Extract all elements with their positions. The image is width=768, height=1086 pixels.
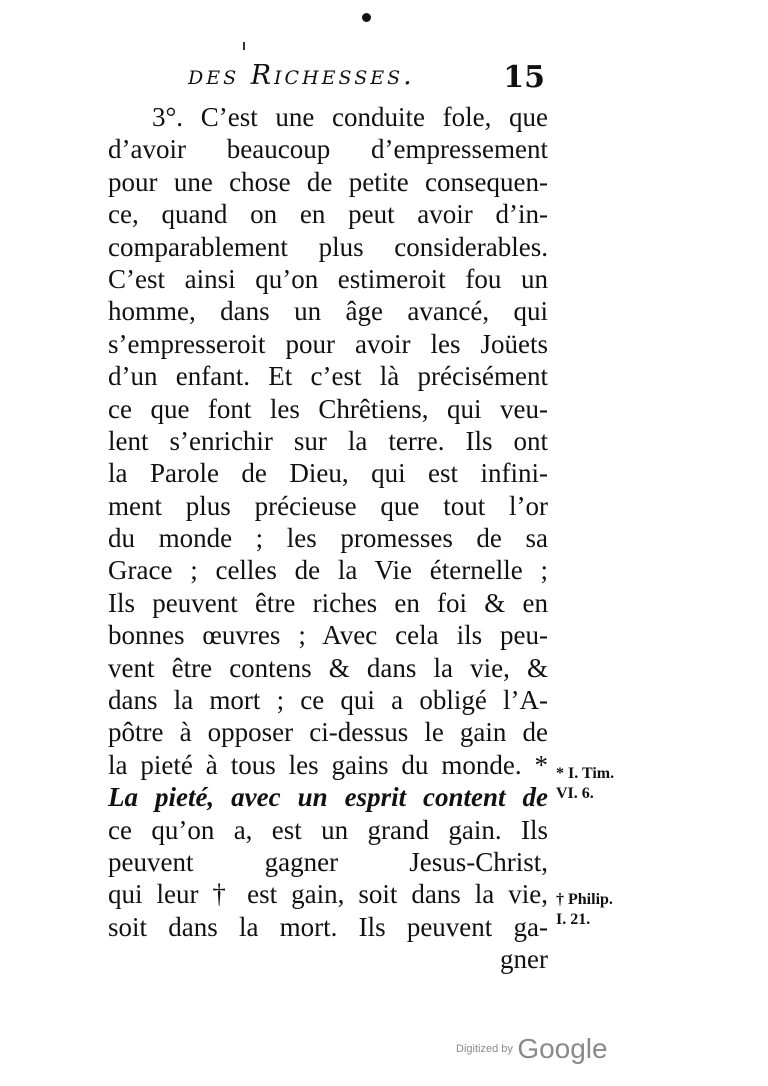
digitized-watermark	[456, 1033, 608, 1065]
page-number: 15	[503, 60, 545, 95]
margin-note-timothy	[556, 764, 614, 804]
ink-mark	[243, 42, 245, 50]
text-line: s’empresseroit pour avoir les Joüets	[108, 328, 548, 359]
quote-line: ce qu’on a, est un grand gain. Ils	[108, 814, 548, 845]
text-line: Ils peuvent être riches en foi & en	[108, 587, 548, 618]
text-line: ce que font les Chrêtiens, qui veu-	[108, 393, 548, 424]
text-line: la Parole de Dieu, qui est infini-	[108, 458, 548, 489]
text-line: d’un enfant. Et c’est là précisément	[108, 361, 548, 392]
watermark-brand: Google	[517, 1033, 608, 1064]
text-line: bonnes œuvres ; Avec cela ils peu-	[108, 620, 548, 651]
margin-note-line: † Philip.	[556, 891, 613, 908]
text-line: vent être contens & dans la vie, &	[108, 652, 548, 683]
quote-line: La pieté, avec un esprit content de	[108, 782, 548, 813]
catchword: gner	[500, 944, 548, 975]
margin-note-philippians	[556, 890, 613, 930]
watermark-prefix: Digitized by	[456, 1043, 513, 1055]
text-line: pôtre à opposer ci-dessus le gain de	[108, 717, 548, 748]
text-line: C’est ainsi qu’on estimeroit fou un	[108, 263, 548, 294]
ink-dot	[362, 13, 371, 22]
text-line: ment plus précieuse que tout l’or	[108, 490, 548, 521]
body-text	[108, 101, 548, 976]
text-line: qui leur † est gain, soit dans la vie,	[108, 879, 548, 910]
text-line: du monde ; les promesses de sa	[108, 523, 548, 554]
text-line: ce, quand on en peut avoir d’in-	[108, 199, 548, 230]
text-line: 3°. C’est une conduite fole, que	[152, 102, 548, 132]
margin-note-line: I. 21.	[556, 911, 591, 928]
text-line: dans la mort ; ce qui a obligé l’A-	[108, 685, 548, 716]
text-line: peuvent gagner Jesus-Christ,	[108, 846, 548, 877]
text-line: soit dans la mort. Ils peuvent ga-	[108, 911, 548, 942]
text-line: Grace ; celles de la Vie éternelle ;	[108, 555, 548, 586]
text-line: homme, dans un âge avancé, qui	[108, 296, 548, 327]
text-line: pour une chose de petite consequen-	[108, 166, 548, 197]
text-line: comparablement plus considerables.	[108, 231, 548, 262]
page-header	[180, 60, 555, 96]
margin-note-line: VI. 6.	[556, 785, 594, 802]
text-line: d’avoir beaucoup d’empressement	[108, 134, 548, 165]
text-line: lent s’enrichir sur la terre. Ils ont	[108, 425, 548, 456]
margin-note-line: * I. Tim.	[556, 765, 615, 782]
text-line: la pieté à tous les gains du monde. *	[108, 749, 548, 780]
running-title: des Richesses.	[188, 60, 415, 91]
